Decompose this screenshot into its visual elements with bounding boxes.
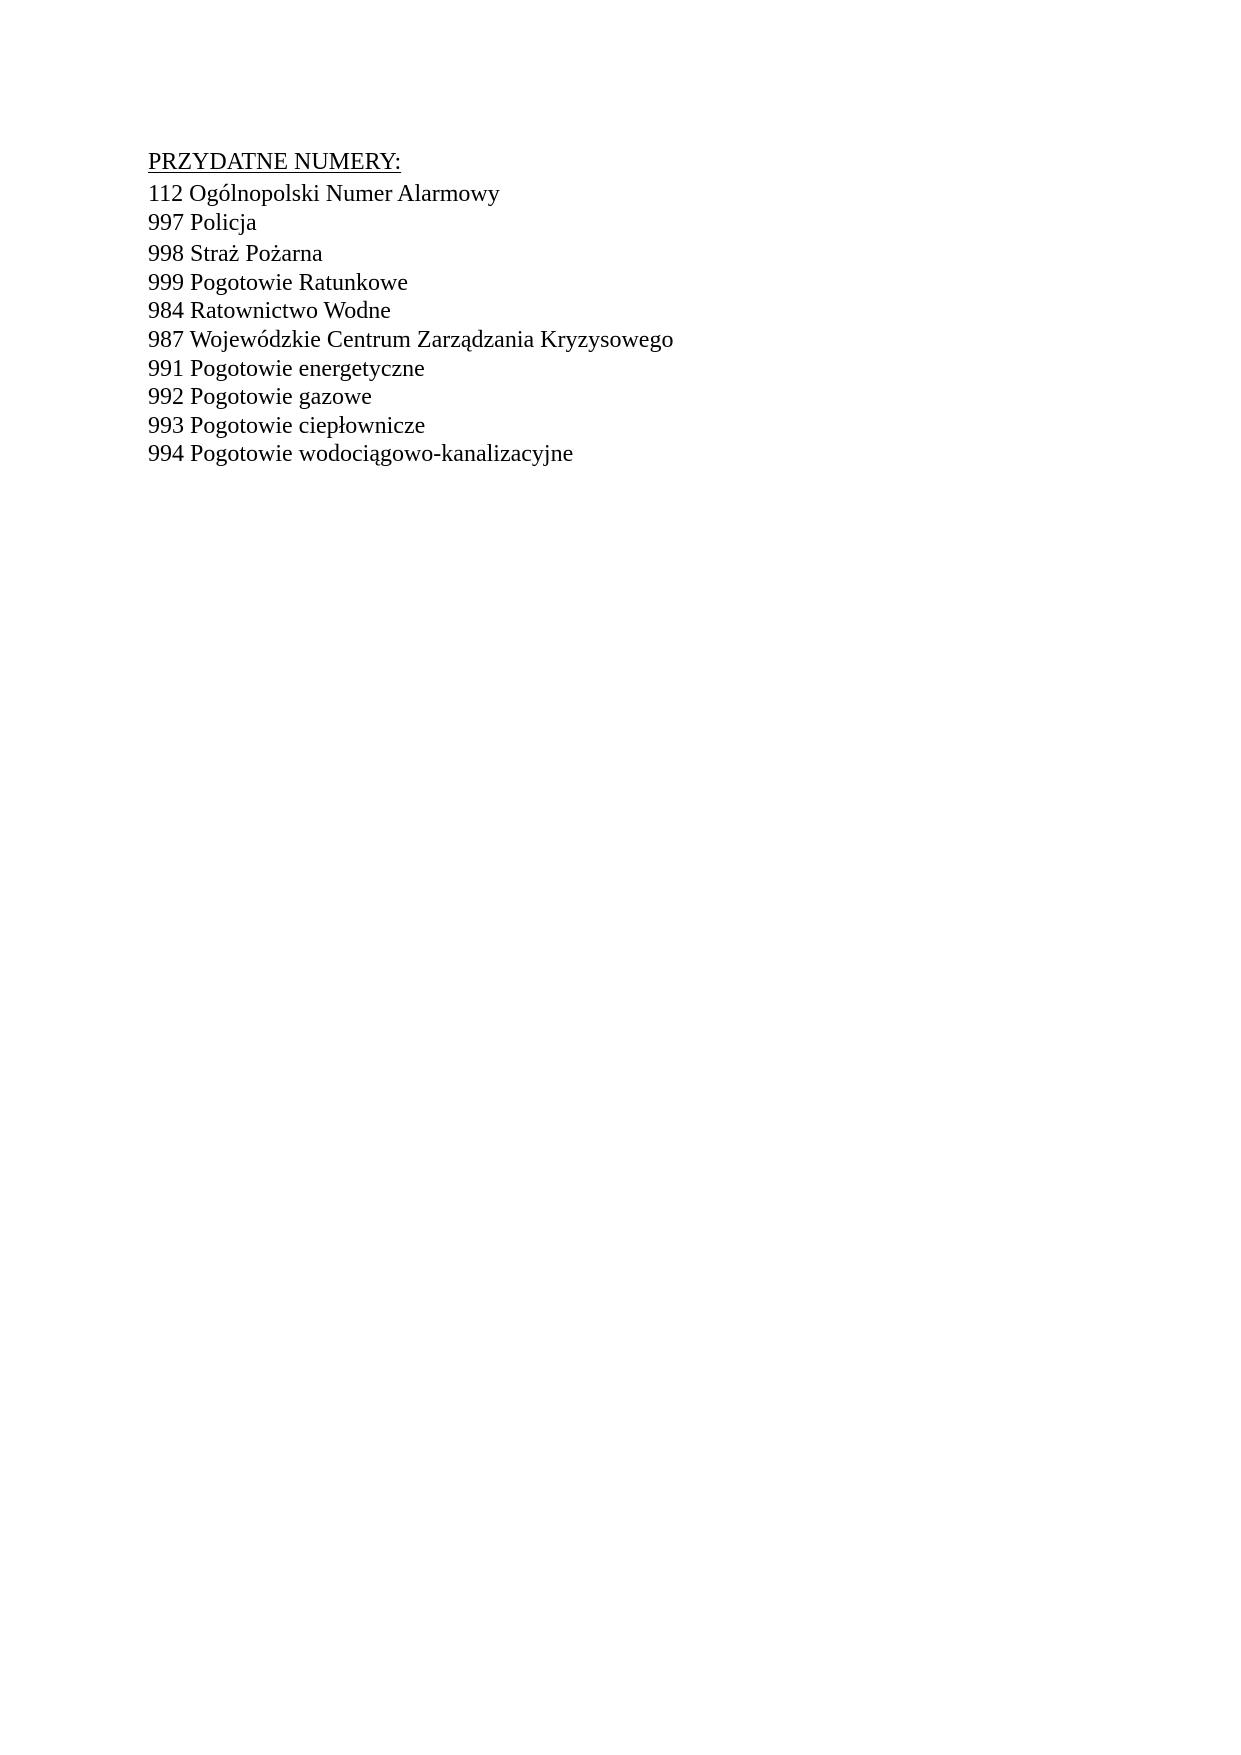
list-item: [148, 180, 1048, 209]
phone-number: 997: [148, 209, 184, 236]
service-name: Pogotowie energetyczne: [190, 355, 425, 382]
phone-number: 991: [148, 355, 184, 382]
service-name: Ogólnopolski Numer Alarmowy: [189, 181, 500, 207]
list-item: [148, 440, 1048, 469]
service-name: Policja: [190, 209, 257, 236]
list-item: [148, 412, 1048, 441]
service-name: Ratownictwo Wodne: [190, 298, 391, 325]
phone-number: 998: [148, 241, 184, 268]
list-item: [148, 297, 1048, 326]
phone-number: 999: [148, 269, 184, 296]
section-heading: PRZYDATNE NUMERY:: [148, 149, 402, 175]
phone-number: 993: [148, 412, 184, 439]
service-name: Straż Pożarna: [190, 241, 323, 268]
list-item: [148, 209, 1048, 238]
useful-numbers-section: [148, 148, 1048, 469]
list-item: [148, 383, 1048, 412]
service-name: Pogotowie Ratunkowe: [190, 269, 408, 296]
list-item: [148, 269, 1048, 298]
service-name: Pogotowie ciepłownicze: [190, 412, 426, 439]
list-item: [148, 326, 1048, 355]
list-item: [148, 355, 1048, 384]
service-name: Pogotowie wodociągowo-kanalizacyjne: [190, 441, 574, 468]
service-name: Wojewódzkie Centrum Zarządzania Kryzysowego: [189, 326, 674, 353]
phone-number: 984: [148, 298, 184, 325]
phone-number: 112: [148, 181, 184, 207]
phone-number: 994: [148, 441, 184, 468]
service-name: Pogotowie gazowe: [190, 384, 372, 411]
list-item: [148, 240, 1048, 269]
phone-number-list: [148, 180, 1048, 469]
phone-number: 992: [148, 384, 184, 411]
phone-number: 987: [148, 326, 184, 353]
